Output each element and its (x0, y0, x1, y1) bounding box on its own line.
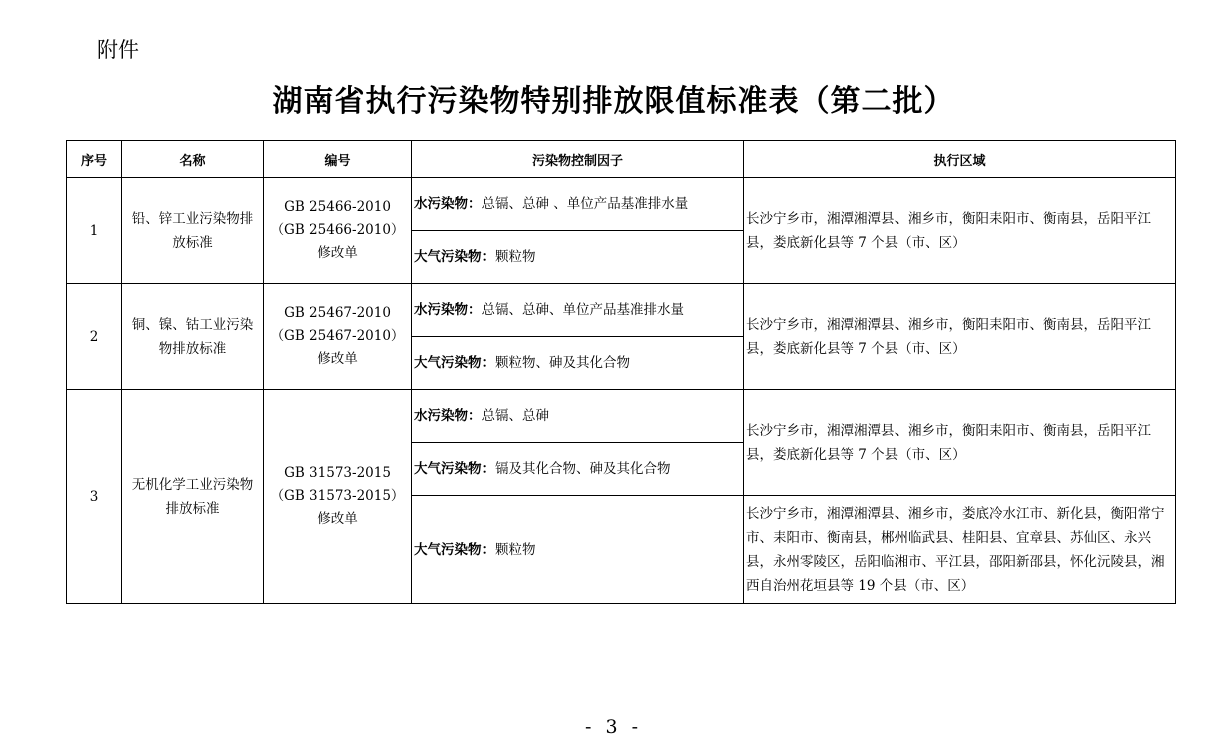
code-line: （GB 25467-2010） (270, 328, 405, 344)
factor-label: 水污染物： (414, 196, 482, 212)
air-pollutant-factor (412, 337, 744, 390)
code-line: （GB 31573-2015） (270, 488, 405, 504)
row-seq: 1 (67, 178, 122, 284)
column-header-seq: 序号 (67, 141, 122, 178)
table-row (67, 390, 1176, 443)
attachment-label: 附件 (97, 38, 139, 62)
code-line: 修改单 (317, 351, 358, 367)
factor-value: 颗粒物 (495, 249, 536, 265)
air-pollutant-factor (412, 231, 744, 284)
code-line: 修改单 (317, 511, 358, 527)
air-pollutant-factor (412, 496, 744, 604)
code-line: 修改单 (317, 245, 358, 261)
water-pollutant-factor (412, 178, 744, 231)
table-row (67, 178, 1176, 231)
table-row (67, 284, 1176, 337)
water-pollutant-factor (412, 284, 744, 337)
standard-code (264, 390, 412, 604)
execution-area: 长沙宁乡市，湘潭湘潭县、湘乡市，衡阳耒阳市、衡南县，岳阳平江县，娄底新化县等 7 个县（市、区） (744, 284, 1176, 390)
factor-value: 总镉、总砷 (481, 408, 549, 424)
row-seq: 2 (67, 284, 122, 390)
factor-value: 颗粒物 (495, 541, 536, 558)
execution-area: 长沙宁乡市，湘潭湘潭县、湘乡市，衡阳耒阳市、衡南县，岳阳平江县，娄底新化县等 7 个县（市、区） (744, 178, 1176, 284)
code-line: GB 25466-2010 (284, 199, 391, 215)
document-title: 湖南省执行污染物特别排放限值标准表（第二批） (272, 84, 955, 119)
page-number: - 3 - (584, 716, 642, 738)
factor-label: 大气污染物： (414, 249, 495, 265)
air-pollutant-factor (412, 443, 744, 496)
standard-name: 无机化学工业污染物排放标准 (122, 390, 264, 604)
column-header-factor: 污染物控制因子 (412, 141, 744, 178)
factor-value: 镉及其化合物、砷及其化合物 (495, 461, 671, 477)
standard-code (264, 284, 412, 390)
factor-label: 大气污染物： (414, 355, 495, 371)
table-header-row (67, 141, 1176, 178)
standard-code (264, 178, 412, 284)
row-seq: 3 (67, 390, 122, 604)
water-pollutant-factor (412, 390, 744, 443)
standard-name: 铅、锌工业污染物排放标准 (122, 178, 264, 284)
code-line: （GB 25466-2010） (270, 222, 405, 238)
column-header-name: 名称 (122, 141, 264, 178)
factor-value: 颗粒物、砷及其化合物 (495, 355, 630, 371)
factor-value: 总镉、总砷、单位产品基准排水量 (481, 302, 684, 318)
code-line: GB 25467-2010 (284, 305, 391, 321)
factor-value: 总镉、总砷 、单位产品基准排水量 (481, 196, 689, 212)
standards-table (66, 140, 1176, 604)
factor-label: 大气污染物： (414, 461, 495, 477)
column-header-code: 编号 (264, 141, 412, 178)
standard-name: 铜、镍、钴工业污染物排放标准 (122, 284, 264, 390)
factor-label: 水污染物： (414, 302, 482, 318)
column-header-area: 执行区域 (744, 141, 1176, 178)
execution-area: 长沙宁乡市，湘潭湘潭县、湘乡市，娄底冷水江市、新化县，衡阳常宁市、耒阳市、衡南县，郴州临武县、桂阳县、宜章县、苏仙区、永兴县，永州零陵区，岳阳临湘市、平江县，邵阳新邵县，怀化沅陵县，湘西自治州花垣县等 19 个县（市、区） (744, 496, 1176, 604)
factor-label: 水污染物： (414, 408, 482, 424)
factor-label: 大气污染物： (414, 541, 495, 558)
code-line: GB 31573-2015 (284, 465, 391, 481)
execution-area: 长沙宁乡市，湘潭湘潭县、湘乡市，衡阳耒阳市、衡南县，岳阳平江县，娄底新化县等 7 个县（市、区） (744, 390, 1176, 496)
